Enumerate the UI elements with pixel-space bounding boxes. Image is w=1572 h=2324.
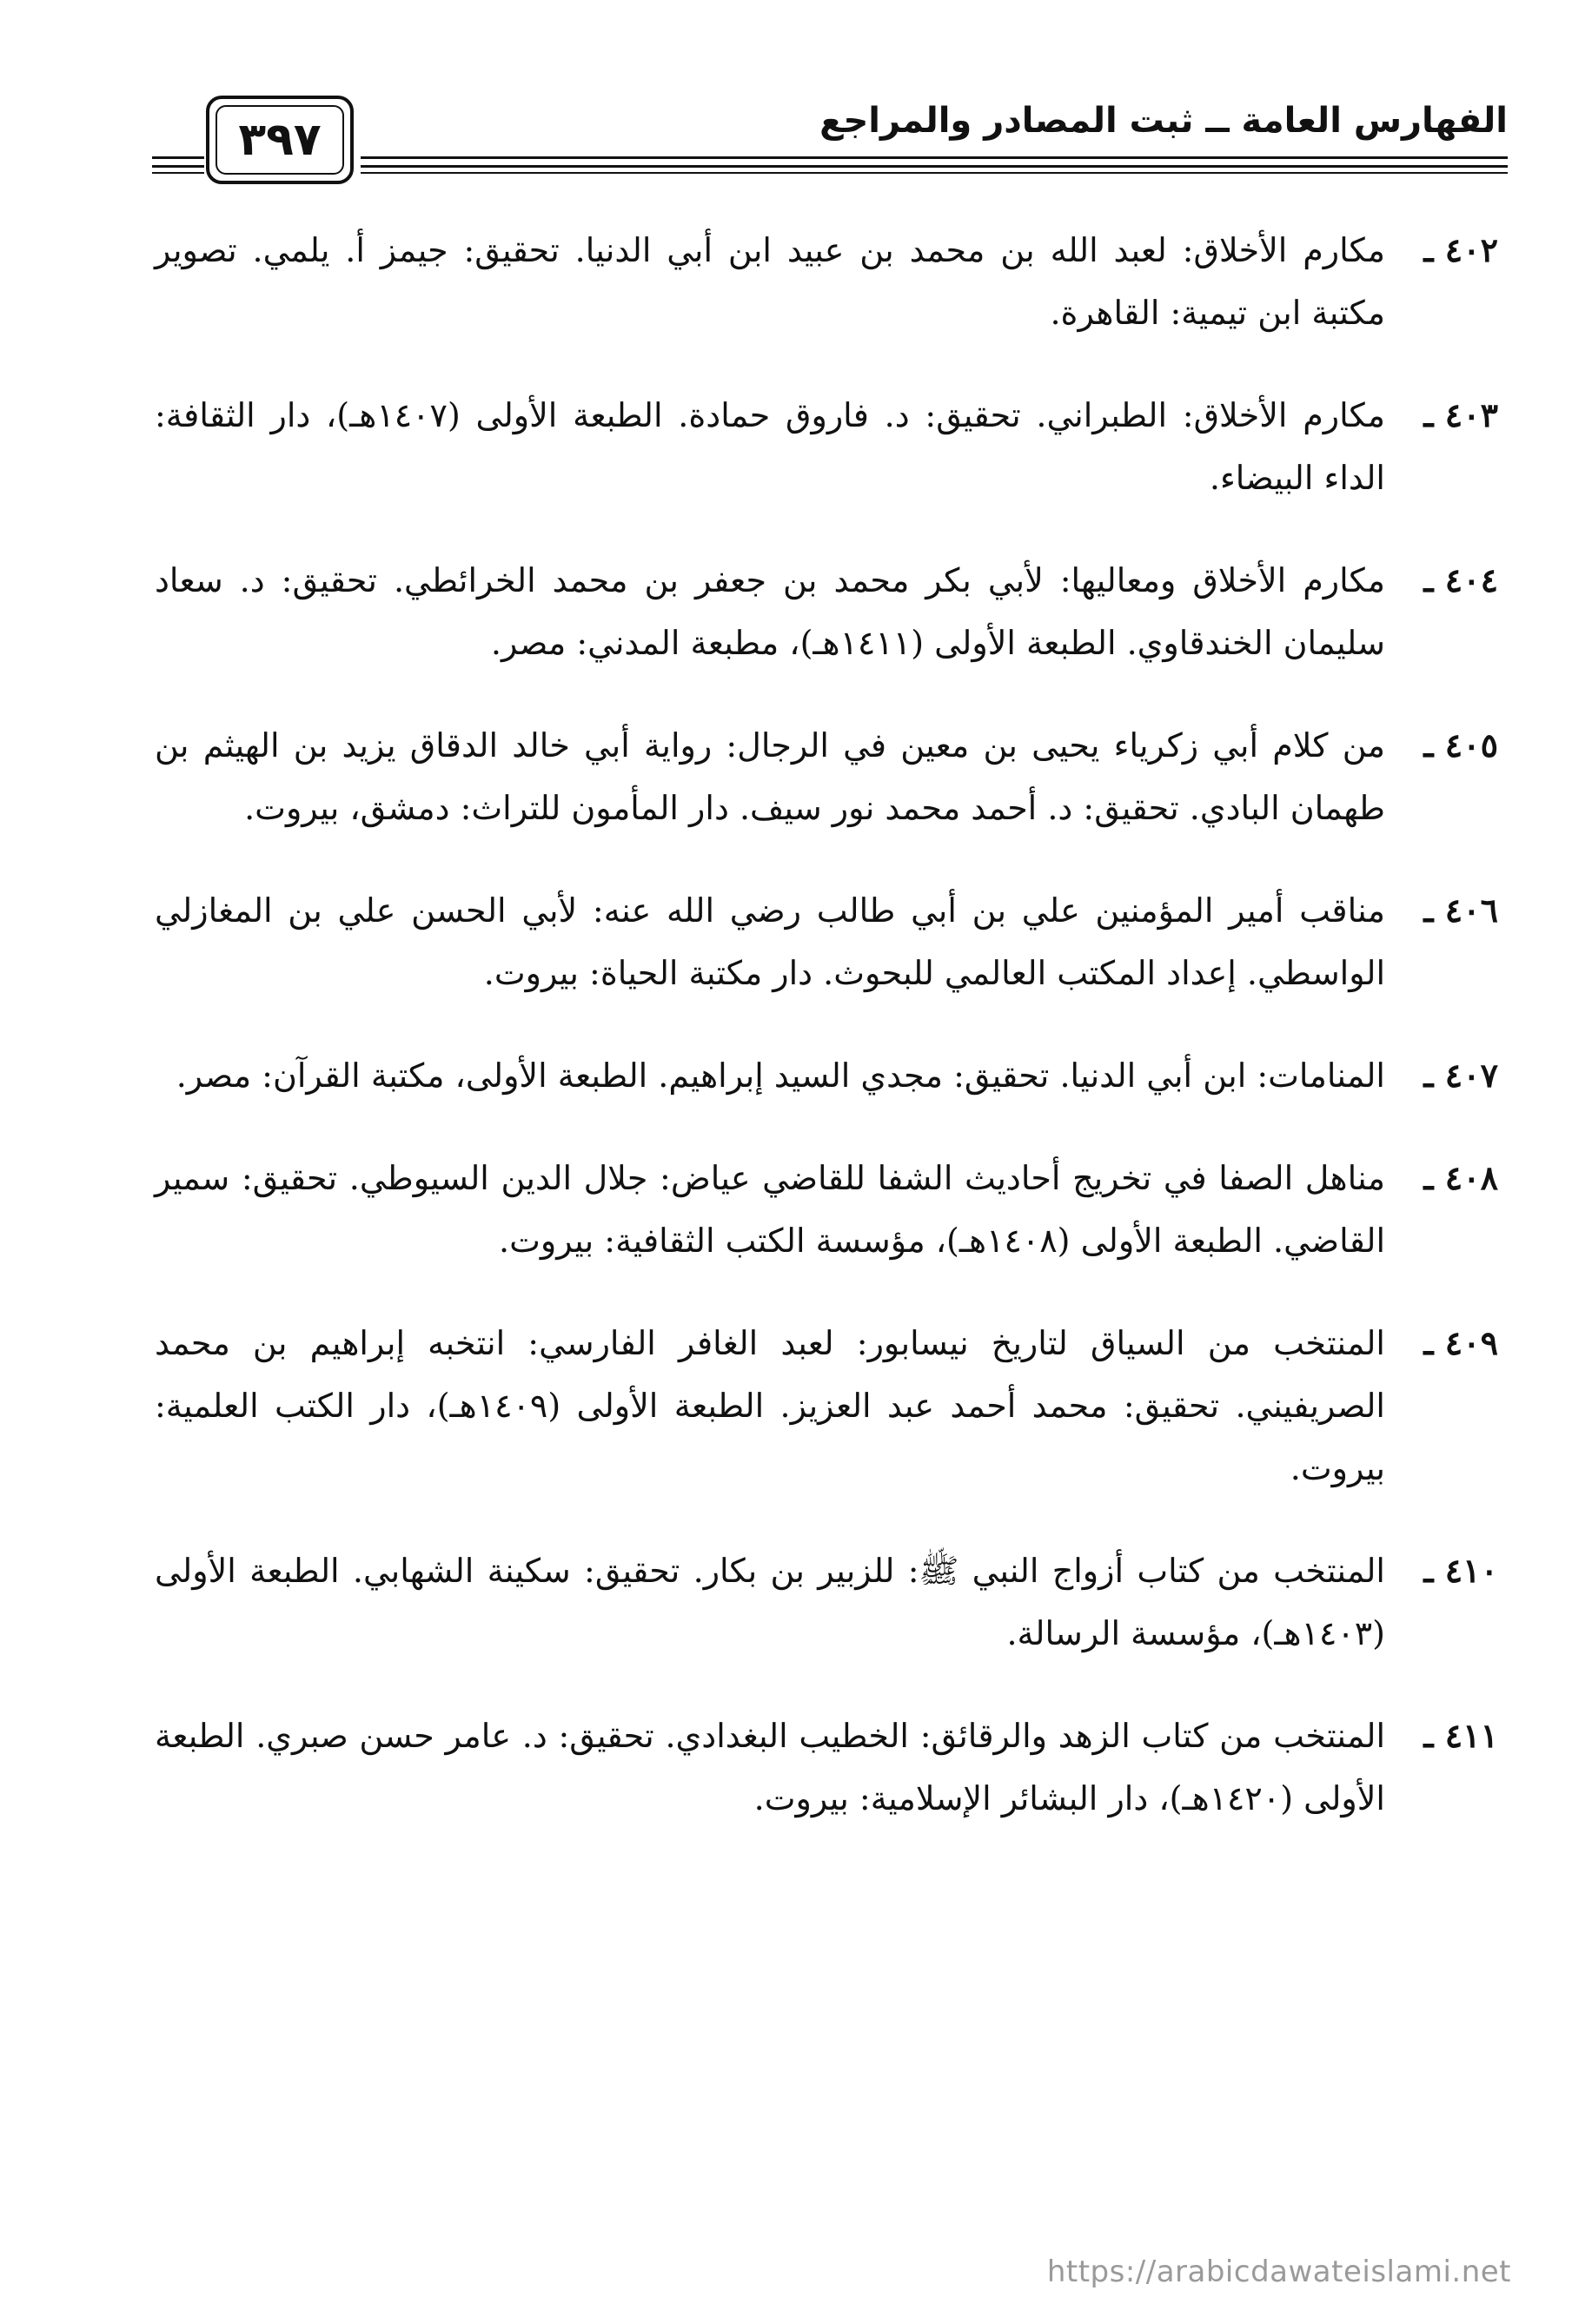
entry-number: ٤٠٨ ـ [1423, 1158, 1498, 1197]
bibliography-list [155, 219, 1498, 1870]
bibliography-entry [155, 1147, 1498, 1272]
entry-text: المنامات: ابن أبي الدنيا. تحقيق: مجدي السيد إبراهيم. الطبعة الأولى، مكتبة القرآن: مصر. [176, 1056, 1385, 1095]
entry-number: ٤٠٤ ـ [1423, 560, 1498, 599]
entry-text: المنتخب من كتاب الزهد والرقائق: الخطيب البغدادي. تحقيق: د. عامر حسن صبري. الطبعة الأولى (١٤٢٠هـ)، دار البشائر الإسلامية: بيروت. [155, 1717, 1385, 1817]
bibliography-entry [155, 879, 1498, 1004]
header-rule-left [152, 165, 204, 168]
entry-number: ٤٠٧ ـ [1423, 1056, 1498, 1095]
bibliography-entry [155, 384, 1498, 509]
bibliography-entry [155, 549, 1498, 674]
entry-number: ٤٠٣ ـ [1423, 395, 1498, 434]
entry-text: مكارم الأخلاق: الطبراني. تحقيق: د. فاروق حمادة. الطبعة الأولى (١٤٠٧هـ)، دار الثقافة: الداء البيضاء. [155, 396, 1385, 497]
entry-number: ٤١١ ـ [1423, 1716, 1498, 1755]
entry-number: ٤١٠ ـ [1423, 1551, 1498, 1590]
entry-number: ٤٠٢ ـ [1423, 230, 1498, 269]
entry-text: مكارم الأخلاق ومعاليها: لأبي بكر محمد بن جعفر بن محمد الخرائطي. تحقيق: د. سعاد سليمان الخندقاوي. الطبعة الأولى (١٤١١هـ)، مطبعة المدني: مصر. [155, 561, 1385, 662]
header-rule [361, 156, 1508, 159]
header-rule [361, 172, 1508, 174]
entry-text: المنتخب من كتاب أزواج النبي ﷺ: للزبير بن بكار. تحقيق: سكينة الشهابي. الطبعة الأولى (١٤٠٣هـ)، مؤسسة الرسالة. [155, 1552, 1385, 1652]
header-rule-left [152, 172, 204, 174]
running-title: الفهارس العامة ــ ثبت المصادر والمراجع [819, 101, 1508, 141]
header-rule [361, 165, 1508, 168]
page-header [152, 85, 1508, 189]
header-rule-left [152, 156, 204, 159]
entry-text: مكارم الأخلاق: لعبد الله بن محمد بن عبيد ابن أبي الدنيا. تحقيق: جيمز أ. يلمي. تصوير مكتبة ابن تيمية: القاهرة. [155, 231, 1385, 332]
bibliography-entry [155, 1539, 1498, 1665]
entry-text: من كلام أبي زكرياء يحيى بن معين في الرجال: رواية أبي خالد الدقاق يزيد بن الهيثم بن طهمان البادي. تحقيق: د. أحمد محمد نور سيف. دار المأمون للتراث: دمشق، بيروت. [155, 726, 1385, 827]
page-number-frame [206, 96, 354, 184]
watermark-url: https://arabicdawateislami.net [1046, 2254, 1511, 2289]
bibliography-entry [155, 1312, 1498, 1500]
entry-text: مناقب أمير المؤمنين علي بن أبي طالب رضي الله عنه: لأبي الحسن علي بن المغازلي الواسطي. إعداد المكتب العالمي للبحوث. دار مكتبة الحياة: بيروت. [155, 891, 1385, 992]
bibliography-entry [155, 219, 1498, 344]
page-number: ٣٩٧ [238, 114, 322, 166]
entry-number: ٤٠٥ ـ [1423, 725, 1498, 765]
entry-number: ٤٠٦ ـ [1423, 891, 1498, 930]
bibliography-entry [155, 1044, 1498, 1107]
entry-text: مناهل الصفا في تخريج أحاديث الشفا للقاضي عياض: جلال الدين السيوطي. تحقيق: سمير القاضي. الطبعة الأولى (١٤٠٨هـ)، مؤسسة الكتب الثقافية: بيروت. [155, 1159, 1385, 1260]
entry-text: المنتخب من السياق لتاريخ نيسابور: لعبد الغافر الفارسي: انتخبه إبراهيم بن محمد الصريفيني. تحقيق: محمد أحمد عبد العزيز. الطبعة الأولى (١٤٠٩هـ)، دار الكتب العلمية: بيروت. [155, 1324, 1385, 1487]
entry-number: ٤٠٩ ـ [1423, 1323, 1498, 1362]
bibliography-entry [155, 1705, 1498, 1830]
bibliography-entry [155, 714, 1498, 839]
